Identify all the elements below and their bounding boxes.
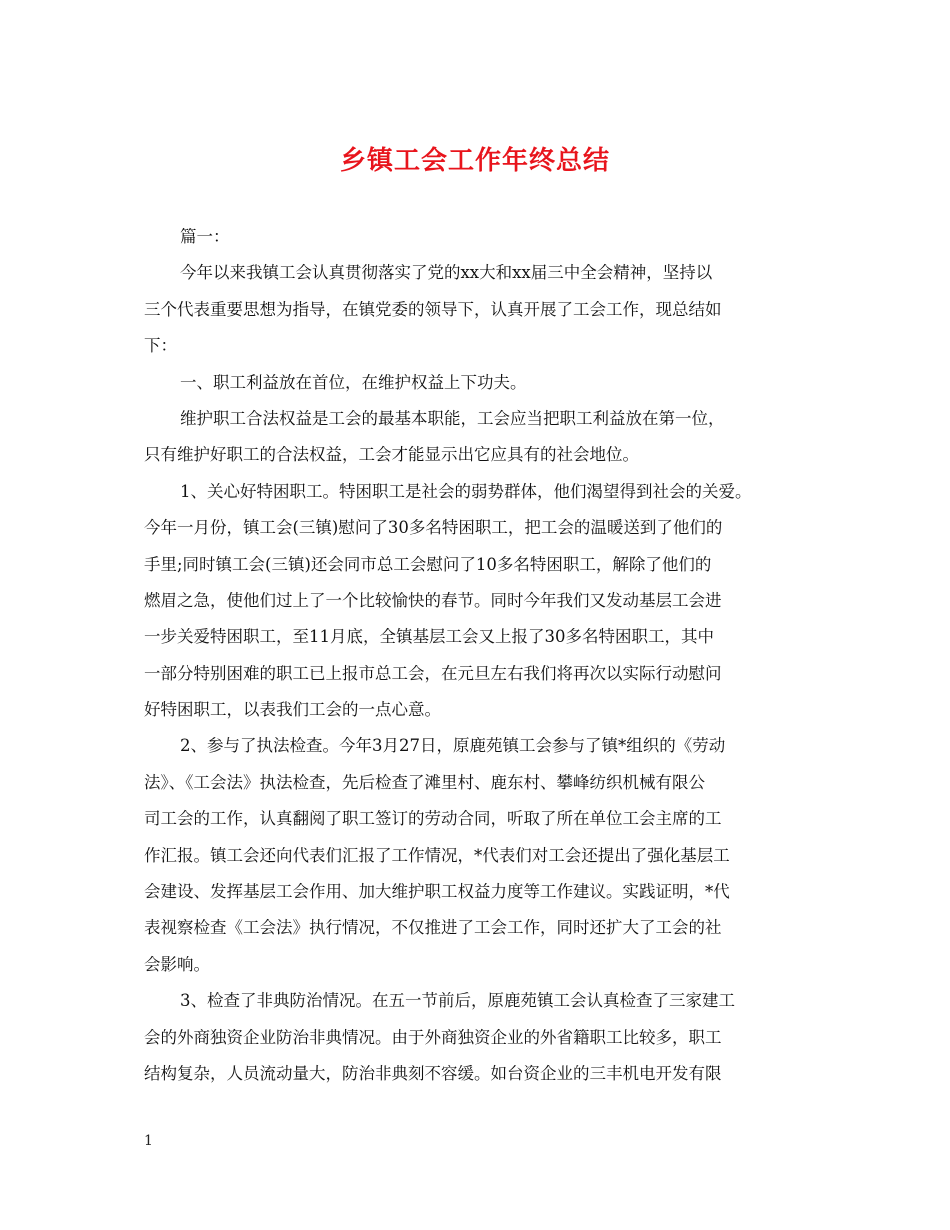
document-body — [144, 219, 824, 1092]
paragraph-line: 三个代表重要思想为指导，在镇党委的领导下，认真开展了工会工作，现总结如 — [144, 299, 722, 319]
paragraph-line: 表视察检查《工会法》执行情况，不仅推进了工会工作，同时还扩大了工会的社 — [144, 918, 722, 938]
paragraph-line: 好特困职工，以表我们工会的一点心意。 — [144, 700, 441, 720]
paragraph-line: 今年一月份，镇工会(三镇)慰问了30多名特困职工，把工会的温暖送到了他们的 — [144, 518, 723, 538]
paragraph-line: 燃眉之急，使他们过上了一个比较愉快的春节。同时今年我们又发动基层工会进 — [144, 590, 722, 610]
paragraph-line: 会的外商独资企业防治非典情况。由于外商独资企业的外省籍职工比较多，职工 — [144, 1027, 722, 1047]
page-number: 1 — [144, 1133, 153, 1149]
paragraph-line: 一步关爱特困职工，至11月底，全镇基层工会又上报了30多名特困职工，其中 — [144, 627, 714, 647]
paragraph-line: 司工会的工作，认真翻阅了职工签订的劳动合同，听取了所在单位工会主席的工 — [144, 809, 722, 829]
paragraph-line: 3、检查了非典防治情况。在五一节前后，原鹿苑镇工会认真检查了三家建工 — [180, 991, 735, 1011]
paragraph-line: 法》、《工会法》执法检查，先后检查了滩里村、鹿东村、攀峰纺织机械有限公 — [144, 772, 705, 792]
paragraph-line: 作汇报。镇工会还向代表们汇报了工作情况，*代表们对工会还提出了强化基层工 — [144, 845, 730, 865]
paragraph-line: 会影响。 — [144, 954, 210, 974]
paragraph-line: 会建设、发挥基层工会作用、加大维护职工权益力度等工作建议。实践证明，*代 — [144, 882, 730, 902]
paragraph-line: 篇一： — [180, 227, 230, 246]
paragraph-line: 下： — [144, 336, 177, 356]
paragraph-line: 维护职工合法权益是工会的最基本职能，工会应当把职工利益放在第一位， — [180, 408, 725, 428]
paragraph-line: 手里;同时镇工会(三镇)还会同市总工会慰问了10多名特困职工，解除了他们的 — [144, 554, 712, 574]
paragraph-line: 结构复杂，人员流动量大，防治非典刻不容缓。如台资企业的三丰机电开发有限 — [144, 1063, 722, 1083]
paragraph-line: 一部分特别困难的职工已上报市总工会，在元旦左右我们将再次以实际行动慰问 — [144, 663, 722, 683]
paragraph-line: 2、参与了执法检查。今年3月27日，原鹿苑镇工会参与了镇*组织的《劳动 — [180, 736, 726, 756]
paragraph-line: 只有维护好职工的合法权益，工会才能显示出它应具有的社会地位。 — [144, 445, 639, 465]
document-title: 乡镇工会工作年终总结 — [339, 146, 610, 176]
paragraph-line: 今年以来我镇工会认真贯彻落实了党的xx大和xx届三中全会精神，坚持以 — [180, 263, 713, 283]
section-heading: 一、职工利益放在首位，在维护权益上下功夫。 — [180, 372, 527, 392]
paragraph-line: 1、关心好特困职工。特困职工是社会的弱势群体，他们渴望得到社会的关爱。 — [180, 481, 752, 501]
